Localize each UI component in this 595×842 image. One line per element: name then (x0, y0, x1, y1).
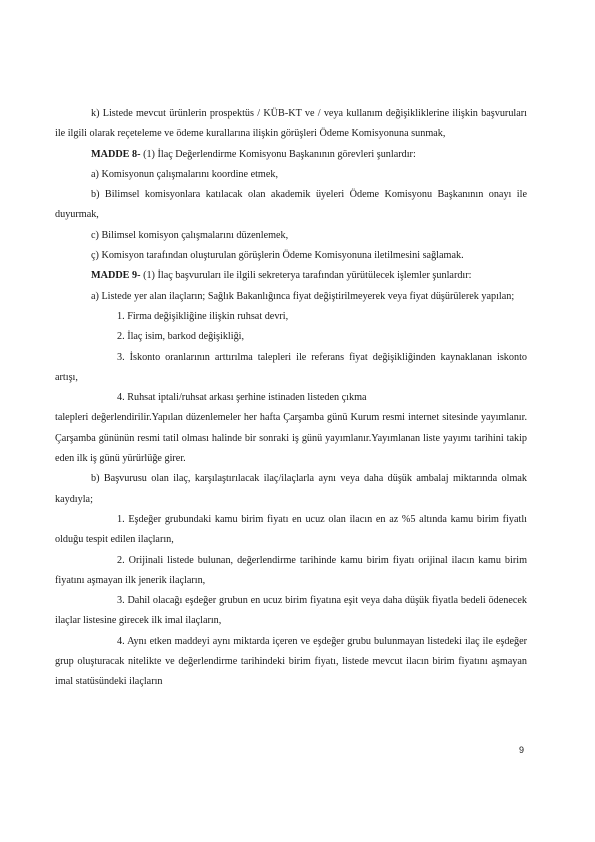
article-8-item-cc: ç) Komisyon tarafından oluşturulan görüşlerin Ödeme Komisyonuna iletilmesini sağlamak. (91, 250, 464, 262)
article-8-item-c: c) Bilimsel komisyon çalışmalarını düzenlemek, (91, 229, 289, 241)
article-9-item-a-1: 1. Firma değişikliğine ilişkin ruhsat devri, (117, 310, 289, 322)
article-9-item-b-1: 1. Eşdeğer grubundaki kamu birim fiyatı en ucuz olan ilacın en az %5 altında kamu birim fiyatlı olduğu tespit edilen ilaçların, (55, 513, 527, 546)
paragraph-k: k) Listede mevcut ürünlerin prospektüs / KÜB-KT ve / veya kullanım değişikliklerine ilişkin başvuruları ile ilgili olarak reçeteleme ve ödeme kurallarına ilişkin görüşleri Ödeme Komisyonuna sunmak, (55, 108, 527, 140)
article-9-item-a-continuation: talepleri değerlendirilir.Yapılan düzenlemeler her hafta Çarşamba günü Kurum resmi internet sitesinde yayımlanır. Çarşamba gününün resmi tatil olması halinde bir sonraki iş günü yayımlanır.Yayımlanan liste yayımı tarihini takip eden ilk iş günü yürürlüğe girer. (55, 412, 527, 465)
article-8-text: (1) İlaç Değerlendirme Komisyonu Başkanının görevleri şunlardır: (140, 148, 416, 160)
article-9-label: MADDE 9- (91, 270, 141, 282)
article-9-item-b-4: 4. Aynı etken maddeyi aynı miktarda içeren ve eşdeğer grubu bulunmayan listedeki ilaç ile eşdeğer grup oluşturacak nitelikte ve değerlendirme tarihindeki birim fiyatı, listede mevcut ilacın birim fiyatını aşmayan imal statüsündeki ilaçların (55, 635, 527, 688)
page-number: 9 (519, 745, 525, 755)
article-9-item-a-4: 4. Ruhsat iptali/ruhsat arkası şerhine istinaden listeden çıkma (117, 392, 367, 404)
article-9-item-a-3: 3. İskonto oranlarının arttırılma talepleri ile referans fiyat değişikliğinden kaynaklanan iskonto artışı, (55, 351, 527, 383)
article-8-item-b: b) Bilimsel komisyonlara katılacak olan akademik üyeleri Ödeme Komisyonu Başkanının onayı ile duyurmak, (55, 189, 527, 221)
article-8-label: MADDE 8- (91, 148, 141, 160)
document-body (55, 104, 527, 693)
article-9-item-a: a) Listede yer alan ilaçların; Sağlık Bakanlığınca fiyat değiştirilmeyerek veya fiyat düşürülerek yapılan; (91, 290, 515, 302)
article-9-item-a-2: 2. İlaç isim, barkod değişikliği, (117, 331, 245, 343)
article-9-text: (1) İlaç başvuruları ile ilgili sekreterya tarafından yürütülecek işlemler şunlardır: (140, 270, 472, 282)
article-9-item-b-2: 2. Orijinali listede bulunan, değerlendirme tarihinde kamu birim fiyatı orijinal ilacın kamu birim fiyatını aşmayan ilk jenerik ilaçların, (55, 554, 527, 586)
article-9-item-b: b) Başvurusu olan ilaç, karşılaştırılacak ilaç/ilaçlarla aynı veya daha düşük ambalaj miktarında olmak kaydıyla; (55, 473, 527, 505)
article-9-heading (55, 266, 527, 286)
article-8-heading (55, 145, 527, 165)
article-8-item-a: a) Komisyonun çalışmalarını koordine etmek, (91, 168, 279, 180)
article-9-item-b-3: 3. Dahil olacağı eşdeğer grubun en ucuz birim fiyatına eşit veya daha düşük fiyatla bedeli ödenecek ilaçlar listesine girecek ilk imal ilaçların, (55, 595, 527, 627)
